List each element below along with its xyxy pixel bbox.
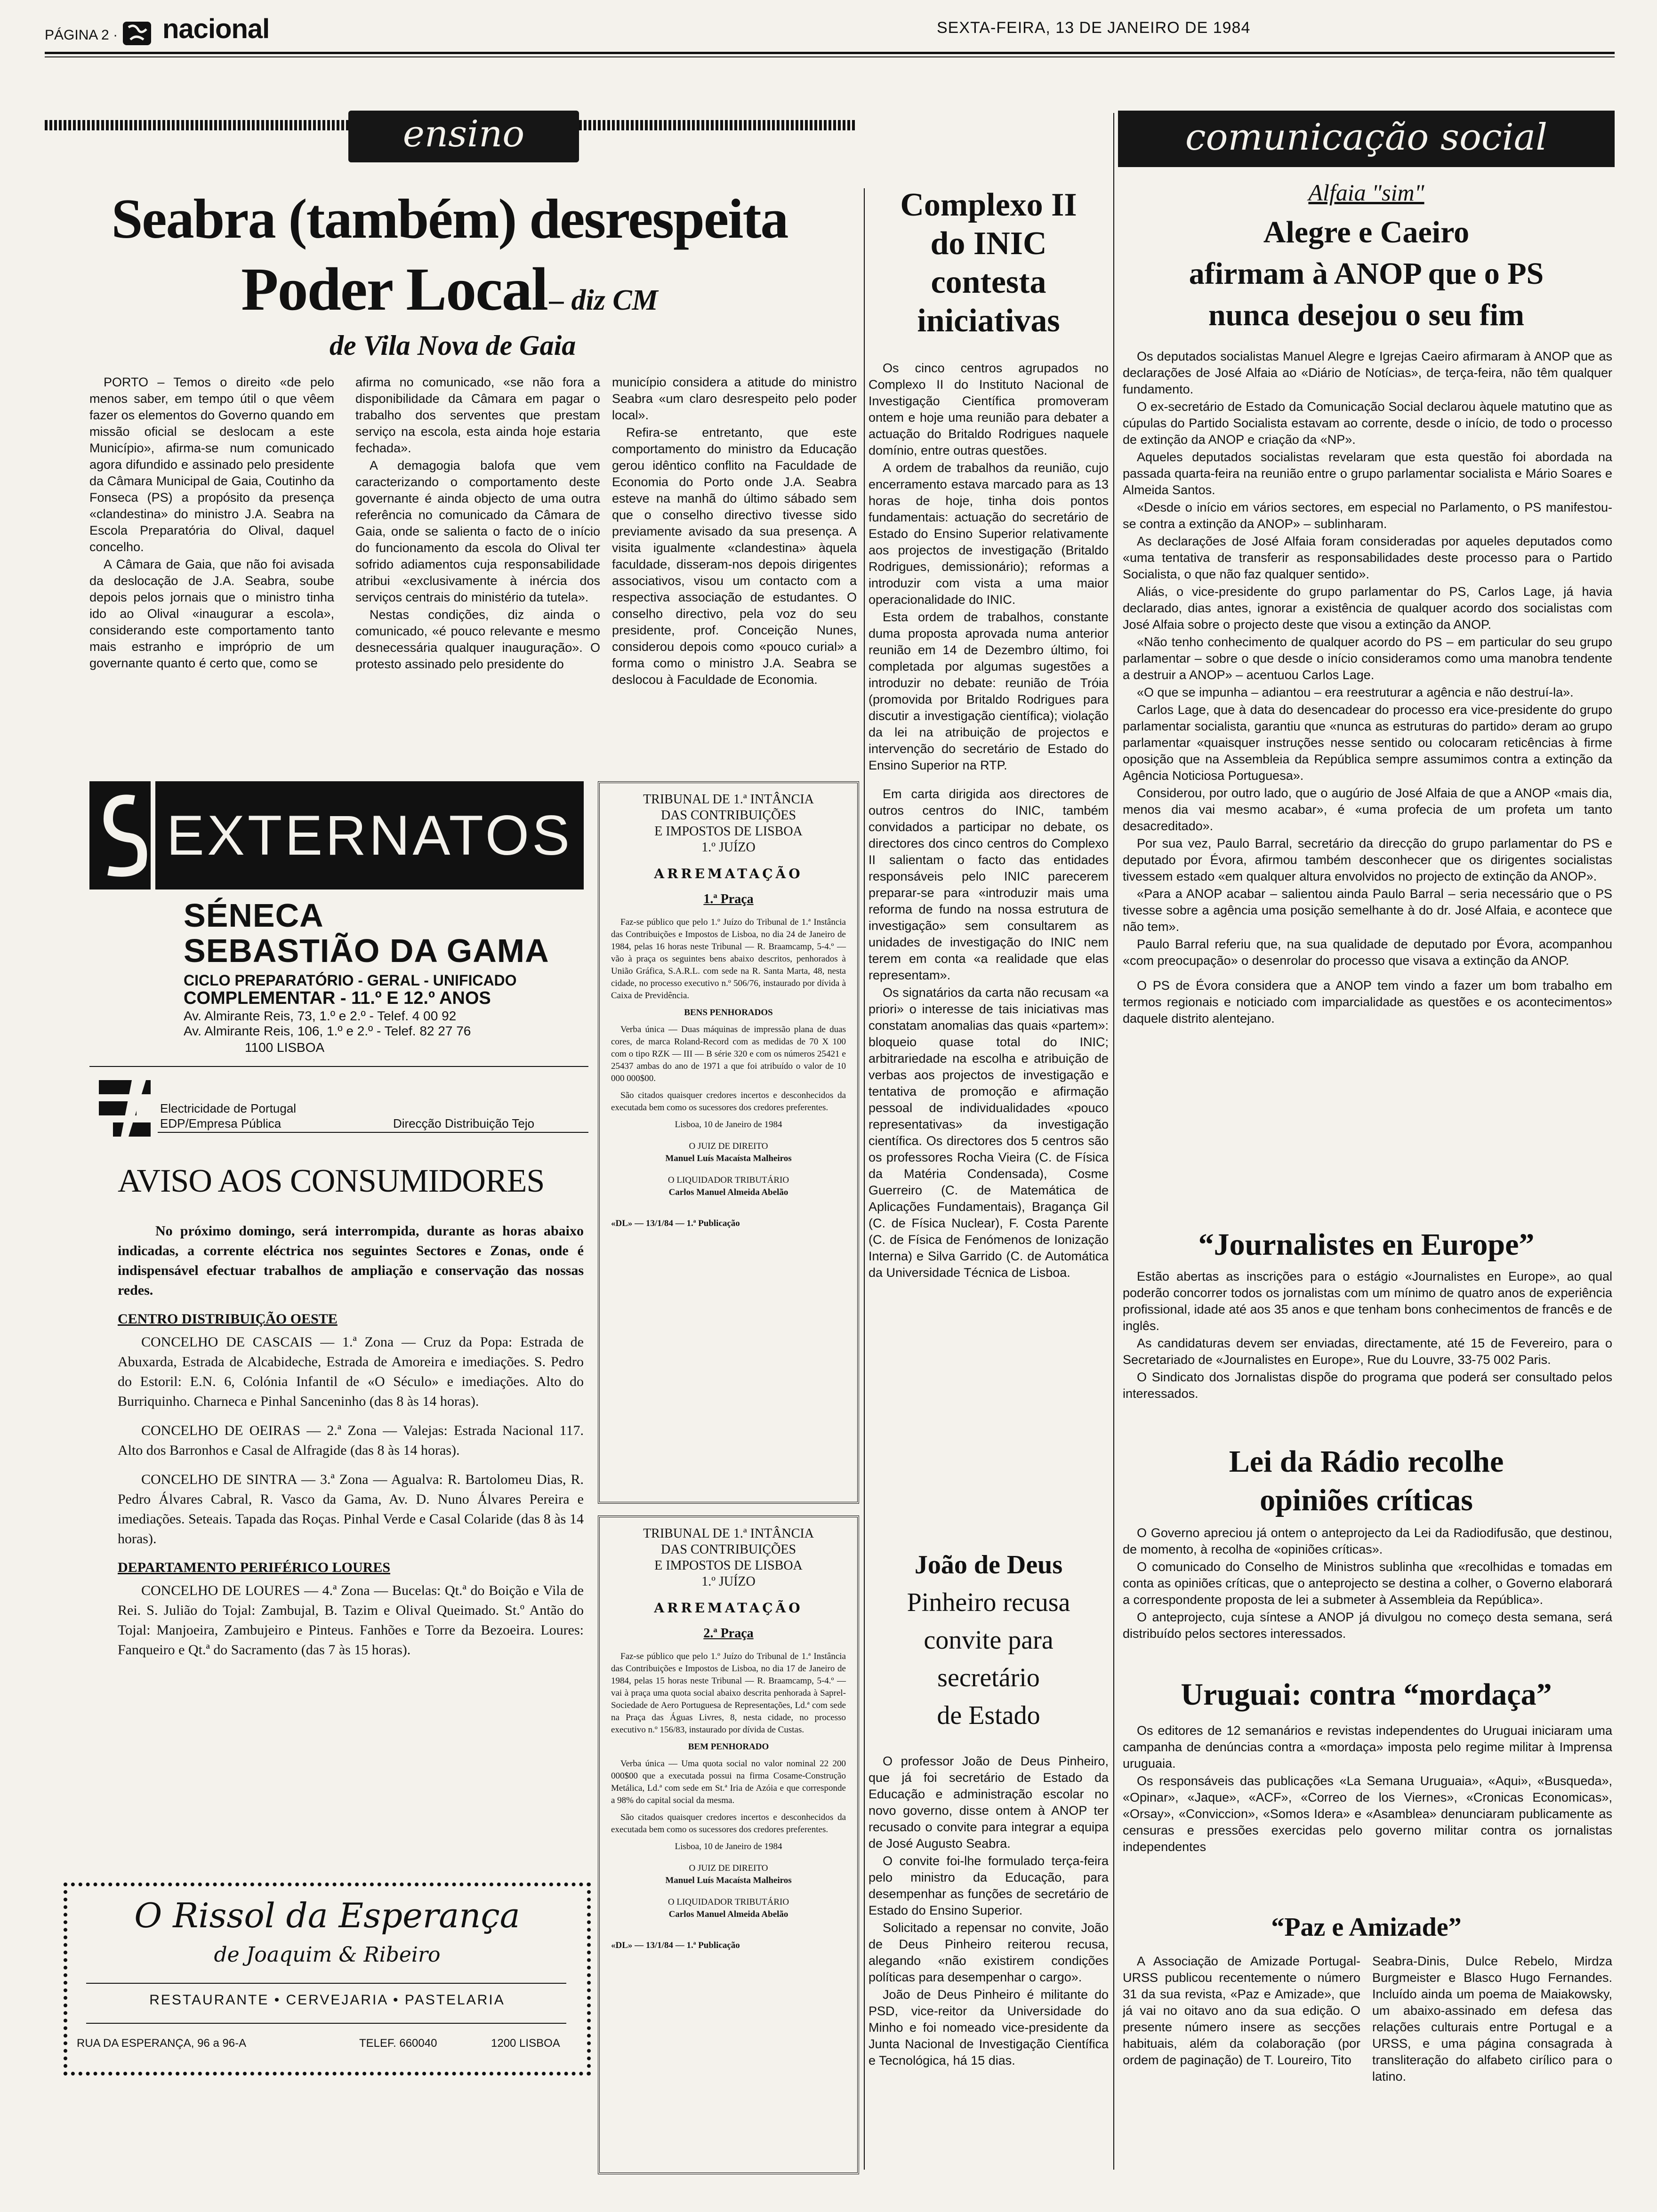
inic-p2: A ordem de trabalhos da reunião, cujo encerramento estava marcado para as 13 horas de hoje, tinha dois pontos fundamentais: actuação do secretário de Estado do Ensino Superior relativamente aos projectos de investigação (Britaldo Rodrigues, demissionário); reformas a introduzir com vista a uma maior operacionalidade do INIC. [869,461,1109,607]
comunicacao-p1: Os deputados socialistas Manuel Alegre e Igrejas Caeiro afirmaram à ANOP que as declarações de José Alfaia ao «Diário de Notícias», de terça-feira, não têm qualquer fundamento. [1123,349,1612,396]
tribunal-1-arrem: ARREMATAÇÃO [654,866,803,882]
joao-headline-5: de Estado [937,1701,1040,1730]
edp-company-1: Electricidade de Portugal [160,1101,297,1115]
inic-headline-1: Complexo II [900,187,1077,223]
comunicacao-banner: comunicação social [1118,111,1615,167]
joao-headline-2: Pinheiro recusa [907,1588,1070,1617]
comunicacao-p6: Aliás, o vice-presidente do grupo parlamentar do PS, Carlos Lage, já havia declarado, dias antes, ignorar a existência de qualquer acordo dos socialistas com José Alfaia sobre o projecto deste que visou a extinção da ANOP. [1123,585,1612,632]
tribunal-1-title-1: TRIBUNAL DE 1.ª INTÂNCIA [643,792,814,807]
paz-col-1 [1123,1953,1360,2170]
inic-headline-4: iniciativas [917,303,1060,339]
edp-logo-icon [94,1075,155,1146]
paz-headline: “Paz e Amizade” [1271,1913,1462,1942]
tribunal-1-title-3: E IMPOSTOS DE LISBOA [654,824,803,839]
inic-p4: Em carta dirigida aos directores de outros centros do INIC, também convidados a participar no debate, os directores dos cinco centros do Complexo II salientam o facto das entidades responsáveis pelo INIC parecerem preparar-se para «introduzir mais uma reforma de fundo na nossa estrutura de investigação» sem consultarem as unidades de investigação do INIC nem terem em conta «a realidade que elas representam». [869,787,1109,982]
headline-seabra-2-wrap [45,254,854,325]
tribunal-1-bens: BENS PENHORADOS [684,1008,773,1018]
tribunal-1-liq: O LIQUIDADOR TRIBUTÁRIO [668,1175,789,1185]
comunicacao-p3: Aqueles deputados socialistas revelaram que esta questão foi abordada na passada quarta-feira na reunião entre o grupo parlamentar socialista e Mário Soares e Almeida Santos. [1123,450,1612,497]
tribunal-2-title [611,1526,846,1590]
inic-p1: Os cinco centros agrupados no Complexo II do Instituto Nacional de Investigação Científica promoveram ontem e hoje uma reunião para debater a actuação do Britaldo Rodrigues naquele domínio, entre outras questões. [869,361,1109,457]
joao-headline [869,1546,1109,1734]
ensino-col-3 [612,374,857,765]
externatos-line4: COMPLEMENTAR - 11.º E 12.º ANOS [184,988,491,1008]
comunicacao-p9: Carlos Lage, que à data do desencadear do processo era vice-presidente do grupo parlamentar socialista, garantiu que «nunca as estruturas do partido» deram ao grupo parlamentar «quaisquer instruções nesse sentido ou colocaram reticências à firme oposição que na Assembleia da República sempre assumimos contra a extinção da Agência Noticiosa Portuguesa». [1123,703,1612,783]
ensino-col3-p2: Refira-se entretanto, que este comportamento do ministro da Educação gerou idêntico conflito na Faculdade de Economia do Porto onde J.A. Seabra esteve na manhã do último sábado sem que o conselho directivo tivesse sido previamente avisado da sua presença. A visita igualmente «clandestina» àquela faculdade, disseram-nos depois dirigentes associativos, visou um contacto com a respectiva associação de estudantes. O conselho directivo, pela voz do seu presidente, prof. Conceição Nunes, considerou depois como «pouco curial» a forma como o ministro J.A. Seabra se deslocou à Faculdade de Economia. [612,425,857,687]
headline-seabra-2b: – diz CM [549,284,658,316]
edp-sub-rule [158,1132,588,1133]
tribunal-2-bens: BEM PENHORADO [688,1742,769,1752]
page-number: PÁGINA 2 · [45,27,118,43]
tribunal-1-juiz-name: Manuel Luís Macaísta Malheiros [665,1154,792,1163]
joao-headline-1: João de Deus [914,1550,1063,1579]
edp-top-rule [89,1066,588,1067]
inic-p5: Os signatários da carta não recusam «a priori» o interesse de tais iniciativas mas constatam anomalias das quais «partem»: bloqueio quase total do INIC; arbitrariedade na escolha e atribuição de verbas aos projectos de investigação e tentativa de promoção e afirmação pessoal de individualidades «pouco representativas» da investigação científica. Os directores dos 5 centros são os professores Rocha Vieira (C. de Física da Matéria Condensada), Cosme Guerreiro (C. de Matemática de Aplicações Fundamentais), Bragança Gil (C. de Física Nuclear), F. Costa Parente (C. de Física de Fenómenos de Ionização Interna) e Silva Garrido (C. de Automática da Universidade Técnica de Lisboa. [869,986,1109,1280]
rissol-rule-2 [86,2023,566,2024]
tribunal-1-juiz: O JUIZ DE DIREITO [689,1141,768,1151]
joao-p3: Solicitado a repensar no convite, João de Deus Pinheiro reiterou recusa, alegando «não existirem condições políticas para desempenhar o cargo». [869,1921,1109,1984]
inic-headline-3: contesta [931,264,1046,300]
rissol-city: 1200 LISBOA [491,2037,560,2050]
joao-p1: O professor João de Deus Pinheiro, que já foi secretário de Estado da Educação e administração escolar no novo governo, disse ontem à ANOP ter recusado o convite para integrar a equipa de José Augusto Seabra. [869,1754,1109,1851]
column-rule-inic [864,188,865,2170]
ensino-col1-p2: A Câmara de Gaia, que não foi avisada da deslocação de J.A. Seabra, soube depois pelos jornais que o ministro tinha ido ao Olival «inaugurar a escola», considerando este comportamento tanto mais estranho e impróprio de um governante quanto é certo que, como se [89,557,334,670]
comunicacao-kicker: Alfaia "sim" [1308,179,1424,206]
paz-col1-p1: A Associação de Amizade Portugal-URSS publicou recentemente o número 31 da sua revista, «Paz e Amizade», que já vai no oitavo ano da sua edição. O presente número insere as secções habituais, além da colaboração (por ordem de paginação) de T. Loureiro, Tito [1123,1954,1360,2067]
comunicacao-headline-3: nunca desejou o seu fim [1208,298,1525,332]
tribunal-2-liq-name: Carlos Manuel Almeida Abelão [668,1909,788,1919]
ensino-col-2 [355,374,600,765]
externatos-line1: SÉNECA [184,897,324,934]
externatos-logo-icon [89,781,151,890]
ensino-col2-p1: afirma no comunicado, «se não fora a disponibilidade da Câmara em pagar o trabalho dos serventes que prestam serviço na escola, esta ainda hoje estaria fechada». [355,375,600,455]
tribunal-2-arrem: ARREMATAÇÃO [654,1600,803,1616]
rissol-name: O Rissol da Esperança [134,1896,520,1935]
headline-seabra-2: Poder Local [241,256,547,323]
comunicacao-headline [1118,212,1615,336]
journalistes-p1: Estão abertas as inscrições para o estágio «Journalistes en Europe», ao qual poderão concorrer todos os jornalistas com um mínimo de quatro anos de experiência profissional, idade até aos 35 anos e que tenham bons conhecimentos de francês e de inglês. [1123,1269,1612,1333]
rissol-ad [64,1883,591,2076]
comunicacao-p7: «Não tenho conhecimento de qualquer acordo do PS – em particular do seu grupo parlamentar – sobre o que desde o início consideramos como uma manobra tendente a destruir a ANOP» – acentuou Carlos Lage. [1123,635,1612,682]
ensino-col2-p3: Nestas condições, diz ainda o comunicado, «é pouco relevante e mesmo desnecessária qualquer inauguração». O protesto assinado pelo presidente do [355,608,600,671]
ensino-col-1 [89,374,334,765]
tribunal-2-body: Faz-se público que pelo 1.º Juízo do Tribunal de 1.ª Instância das Contribuições e Impostos de Lisboa, no dia 17 de Janeiro de 1984, pelas 15 horas neste Tribunal — R. Braamcamp, 5-4.º — vai à praça uma quota social abaixo descrita penhorada à Saprel-Sociedade de Aero Portuguesa de Representações, Ld.ª com sede na Praça das Águas Livres, 8, nesta cidade, no processo executivo n.º 156/83, instaurado por dívida de Custas. [611,1651,846,1735]
comunicacao-p14: O PS de Évora considera que a ANOP tem vindo a fazer um bom trabalho em termos regionais e noticiado com imparcialidade as questões e os acontecimentos» daquele distrito alentejano. [1123,978,1612,1026]
uruguai-body [1123,1723,1612,1901]
ensino-col1-p1: PORTO – Temos o direito «de pelo menos saber, em tempo útil o que vêem fazer os elementos do Governo quando em missão oficial se deslocam a este Município», afirma-se num comunicado agora difundido e assinado pelo presidente da Câmara Municipal de Gaia, Coutinho da Fonseca (PS) a propósito da presença «clandestina» do ministro J.A. Seabra na Escola Preparatória do Olival, daquel concelho. [89,375,334,554]
uruguai-headline: Uruguai: contra “mordaça” [1181,1677,1552,1712]
comunicacao-headline-2: afirmam à ANOP que o PS [1189,256,1544,291]
tribunal-2-juiz: O JUIZ DE DIREITO [689,1863,768,1873]
externatos-addr2: Av. Almirante Reis, 106, 1.º e 2.º - Telef. 82 27 76 [184,1024,471,1038]
tribunal-1-title-2: DAS CONTRIBUIÇÕES [660,808,796,823]
tribunal-1-liq-name: Carlos Manuel Almeida Abelão [668,1187,788,1197]
tribunal-2-notice [598,1515,859,2174]
edp-direction: Direcção Distribuição Tejo [393,1116,535,1130]
inic-headline [869,186,1109,340]
headline-seabra-1: Seabra (também) desrespeita [111,187,788,250]
tribunal-1-title [611,792,846,856]
comunicacao-p2: O ex-secretário de Estado da Comunicação Social declarou àquele matutino que as cúpulas do Partido Socialista estavam ao corrente, desde o início, de todo o processo de extinção da ANOP e criação da «NP». [1123,400,1612,447]
comunicacao-headline-1: Alegre e Caeiro [1263,215,1470,249]
radio-body [1123,1525,1612,1680]
comunicacao-body [1123,348,1612,1224]
radio-headline-2: opiniões críticas [1260,1483,1473,1517]
tribunal-2-liq: O LIQUIDADOR TRIBUTÁRIO [668,1897,789,1907]
rissol-phone: TELEF. 660040 [359,2037,437,2050]
inic-headline-2: do INIC [930,225,1047,262]
rissol-services: RESTAURANTE • CERVEJARIA • PASTELARIA [149,1992,505,2008]
radio-p3: O anteprojecto, cuja síntese a ANOP já divulgou no começo desta semana, será distribuído pelos sectores interessados. [1123,1610,1612,1641]
comunicacao-p4: «Desde o início em vários sectores, em especial no Parlamento, o PS manifestou-se contra a extinção da ANOP» – sublinharam. [1123,500,1612,531]
externatos-ad [89,781,584,1040]
comunicacao-p13: Paulo Barral referiu que, na sua qualidade de deputado por Évora, acompanhou «com preocupação» o desenrolar do processo que visava a extinção da ANOP. [1123,937,1612,968]
tribunal-2-verba: Verba única — Uma quota social no valor nominal 22 200 000$00 que a executada possui na firma Cosame-Construção Metálica, Ld.ª com sede em St.ª Iria de Azóia e que corresponde a 98% do capital social da mesma. [611,1759,846,1805]
ensino-col3-p1: município considera a atitude do ministro Seabra «um claro desrespeito pelo poder local». [612,375,857,422]
tribunal-1-citados: São citados quaisquer credores incertos e desconhecidos da executada bem como os sucessores dos credores preferentes. [611,1090,846,1113]
tribunal-2-date: Lisboa, 10 de Janeiro de 1984 [675,1842,782,1851]
externatos-addr3: 1100 LISBOA [245,1040,325,1055]
joao-p2: O convite foi-lhe formulado terça-feira pelo ministro da Educação, para desempenhar as funções de secretário de Estado do Ensino Superior. [869,1854,1109,1917]
radio-headline-1: Lei da Rádio recolhe [1229,1444,1504,1479]
radio-headline [1118,1443,1615,1520]
tribunal-1-date: Lisboa, 10 de Janeiro de 1984 [675,1120,782,1130]
tribunal-1-praca: 1.ª Praça [703,892,754,906]
issue-date: SEXTA-FEIRA, 13 DE JANEIRO DE 1984 [937,19,1251,37]
header-rule [45,52,1615,54]
inic-body [869,360,1109,1527]
tribunal-2-title-1: TRIBUNAL DE 1.ª INTÂNCIA [643,1526,814,1541]
radio-p1: O Governo apreciou já ontem o anteprojecto da Lei da Radiodifusão, que destinou, de momento, à recolha de «opiniões críticas». [1123,1526,1612,1556]
comunicacao-p12: «Para a ANOP acabar – salientou ainda Paulo Barral – seria necessário que o PS tivesse sobre a agência uma posição semelhante à do dr. José Alfaia, e acontece que não tem». [1123,887,1612,934]
newspaper-logo-icon [120,15,154,49]
joao-headline-3: convite para [924,1626,1054,1655]
edp-cascais: CONCELHO DE CASCAIS — 1.ª Zona — Cruz da Popa: Estrada de Abuxarda, Estrada de Alcabideche, Estrada de Amoreira e imediações. S. Pedro do Estoril: E.N. 6, Colónia Infantil de «O Século» e imediações. Alto do Burriquinho. Charneca e Pinhal Sanceninho (das 8 às 14 horas). [118,1334,584,1409]
edp-title: AVISO AOS CONSUMIDORES [118,1163,545,1199]
tribunal-1-verba: Verba única — Duas máquinas de impressão plana de duas cores, de marca Roland-Record com as medidas de 70 X 100 com o tipo RZK — III — B série 320 e com os números 25421 e 25437 ambas do ano de 1971 a que foi atribuído o valor de 10 000 000$00. [611,1025,846,1083]
uruguai-p1: Os editores de 12 semanários e revistas independentes do Uruguai iniciaram uma campanha de denúncias contra a «mordaça» imposta pelo regime militar à Imprensa uruguaia. [1123,1723,1612,1771]
tribunal-1-title-4: 1.º JUÍZO [701,840,756,855]
tribunal-2-juiz-name: Manuel Luís Macaísta Malheiros [665,1875,792,1885]
joao-headline-4: secretário [937,1663,1040,1692]
comunicacao-p11: Por sua vez, Paulo Barral, secretário da direcção do grupo parlamentar do PS e deputado por Évora, afirmou também desconhecer que os dirigentes socialistas tivessem estado «em qualquer altura envolvidos no projecto de extinção da ANOP». [1123,836,1612,883]
tribunal-2-title-3: E IMPOSTOS DE LISBOA [654,1558,803,1573]
comunicacao-p5: As declarações de José Alfaia foram consideradas por aqueles deputados como «uma tentativa de transferir as responsabilidades deste processo para o Partido Socialista, o que não faz qualquer sentido». [1123,534,1612,581]
joao-p4: João de Deus Pinheiro é militante do PSD, vice-reitor da Universidade do Minho e foi nomeado vice-presidente da Junta Nacional de Investigação Científica e Tecnológica, há 15 dias. [869,1988,1109,2068]
externatos-line2: SEBASTIÃO DA GAMA [184,932,549,969]
section-title: nacional [162,14,270,44]
comunicacao-p10: Considerou, por outro lado, que o augúrio de José Alfaia de que a ANOP «mais dia, menos dia vai mesmo acabar», é «uma profecia de um profeta um tanto desacreditado». [1123,786,1612,833]
headline-seabra-3: de Vila Nova de Gaia [330,330,576,361]
edp-depto-heading: DEPARTAMENTO PERIFÉRICO LOURES [118,1560,391,1575]
tribunal-1-body: Faz-se público que pelo 1.º Juízo do Tribunal de 1.ª Instância das Contribuições e Impostos de Lisboa, no dia 24 de Janeiro de 1984, pelas 16 horas neste Tribunal — R. Braamcamp, 5-4.º — vão à praça os seguintes bens abaixo descritos, penhorados à União Gráfica, S.A.R.L. com sede na R. Santa Marta, 48, nesta cidade, no processo executivo n.º 506/76, instaurado por dívida à Caixa de Previdência. [611,917,846,1001]
edp-sintra: CONCELHO DE SINTRA — 3.ª Zona — Agualva: R. Bartolomeu Dias, R. Pedro Álvares Cabral, R. Vasco da Gama, Av. D. Nuno Álvares Pereira e imediações. Seteais. Tapada das Roças. Pinhal Verde e Casal Colaride (das 8 às 14 horas). [118,1472,584,1547]
edp-company-2: EDP/Empresa Pública [160,1116,282,1130]
tribunal-1-pub: «DL» — 13/1/84 — 1.ª Publicação [611,1218,740,1228]
paz-col-2 [1372,1953,1612,2170]
edp-centro-heading: CENTRO DISTRIBUIÇÃO OESTE [118,1311,338,1327]
ensino-col2-p2: A demagogia balofa que vem caracterizando o comportamento deste governante é ainda objecto de uma outra referência no comunicado da Câmara de Gaia, onde se salienta o facto de o início do funcionamento da escola do Olival ter sofrido adiamentos cuja responsabilidade atribui «exclusivamente à inércia dos serviços centrais do ministério da tutela». [355,458,600,604]
column-rule-right [1113,113,1114,2170]
paz-col2-p1: Seabra-Dinis, Dulce Rebelo, Mirdza Burgmeister e Blasco Hugo Fernandes. Incluído ainda um poema de Maiakowsky, um abaixo-assinado em defesa das relações culturais entre Portugal e a URSS, e uma página consagrada à transliteração do alfabeto cirílico para o latino. [1372,1954,1612,2084]
journalistes-p3: O Sindicato dos Jornalistas dispõe do programa que poderá ser consultado pelos interessados. [1123,1370,1612,1401]
externatos-brand: EXTERNATOS [155,781,584,890]
edp-oeiras: CONCELHO DE OEIRAS — 2.ª Zona — Valejas: Estrada Nacional 117. Alto dos Barronhos e Casal de Alfragide (das 8 às 14 horas). [118,1423,584,1458]
joao-body [869,1753,1109,2167]
tribunal-1-notice [598,781,859,1504]
rissol-rule [86,1983,566,1984]
edp-intro: No próximo domingo, será interrompida, durante as horas abaixo indicadas, a corrente eléctrica nos seguintes Sectores e Zonas, onde é indispensável efectuar trabalhos de ampliação e conservação das nossas redes. [118,1223,584,1298]
edp-body [118,1221,584,1871]
tribunal-2-praca: 2.ª Praça [703,1626,754,1641]
tribunal-2-title-2: DAS CONTRIBUIÇÕES [660,1542,796,1557]
inic-p3: Esta ordem de trabalhos, constante duma proposta aprovada numa anterior reunião em 14 de Dezembro último, foi completada por algumas sugestões a introduzir no debate: reunião de Tróia (promovida por Britaldo Rodrigues para discutir a investigação científica); violação da lei na atribuição de projectos e intervenção do secretário de Estado do Ensino Superior na RTP. [869,610,1109,772]
tribunal-2-pub: «DL» — 13/1/84 — 1.ª Publicação [611,1940,740,1950]
rissol-address: RUA DA ESPERANÇA, 96 a 96-A [77,2037,247,2050]
tribunal-2-title-4: 1.º JUÍZO [701,1574,756,1589]
uruguai-p2: Os responsáveis das publicações «La Semana Uruguaia», «Aqui», «Busqueda», «Opinar», «Jaque», «ACF», «Correo de los Viernes», «Cronicas Economicas», «Orsay», «Conviccion», «Somos Idera» e «Asamblea» denunciaram publicamente as censuras e pressões exercidas pelo governo militar contra os jornalistas independentes [1123,1774,1612,1854]
header-rule-thin [45,56,1615,57]
ensino-banner: ensino [348,111,579,162]
edp-loures: CONCELHO DE LOURES — 4.ª Zona — Bucelas: Qt.ª do Boição e Vila de Rei. S. Julião do Tojal: Zambujal, B. Tazim e Olival Queimado. St.º Antão do Tojal: Manjoeira, Zambujeiro e Pinteus. Fanhões e Torre da Bezoeira. Loures: Fanqueiro e Qt.ª do Sacramento (das 7 às 15 horas). [118,1583,584,1658]
externatos-line3: CICLO PREPARATÓRIO - GERAL - UNIFICADO [184,972,517,989]
journalistes-body [1123,1268,1612,1438]
hatched-bar-left [45,120,348,130]
journalistes-headline: “Journalistes en Europe” [1198,1227,1535,1262]
externatos-addr1: Av. Almirante Reis, 73, 1.º e 2.º - Telef. 4 00 92 [184,1009,457,1023]
radio-p2: O comunicado do Conselho de Ministros sublinha que «recolhidas e tomadas em conta as opiniões críticas, que o anteprojecto se destina a colher, o Governo elaborará a correspondente proposta de lei a submeter à Assembleia da República». [1123,1560,1612,1607]
journalistes-p2: As candidaturas devem ser enviadas, directamente, até 15 de Fevereiro, para o Secretariado de «Journalistes en Europe», Rue du Louvre, 33-75 002 Paris. [1123,1336,1612,1367]
hatched-bar-mid [579,120,857,130]
comunicacao-p8: «O que se impunha – adiantou – era reestruturar a agência e não destruí-la». [1137,685,1574,699]
rissol-owner: de Joaquim & Ribeiro [214,1943,441,1967]
tribunal-2-citados: São citados quaisquer credores incertos e desconhecidos da executada bem como os sucessores dos credores preferentes. [611,1812,846,1835]
